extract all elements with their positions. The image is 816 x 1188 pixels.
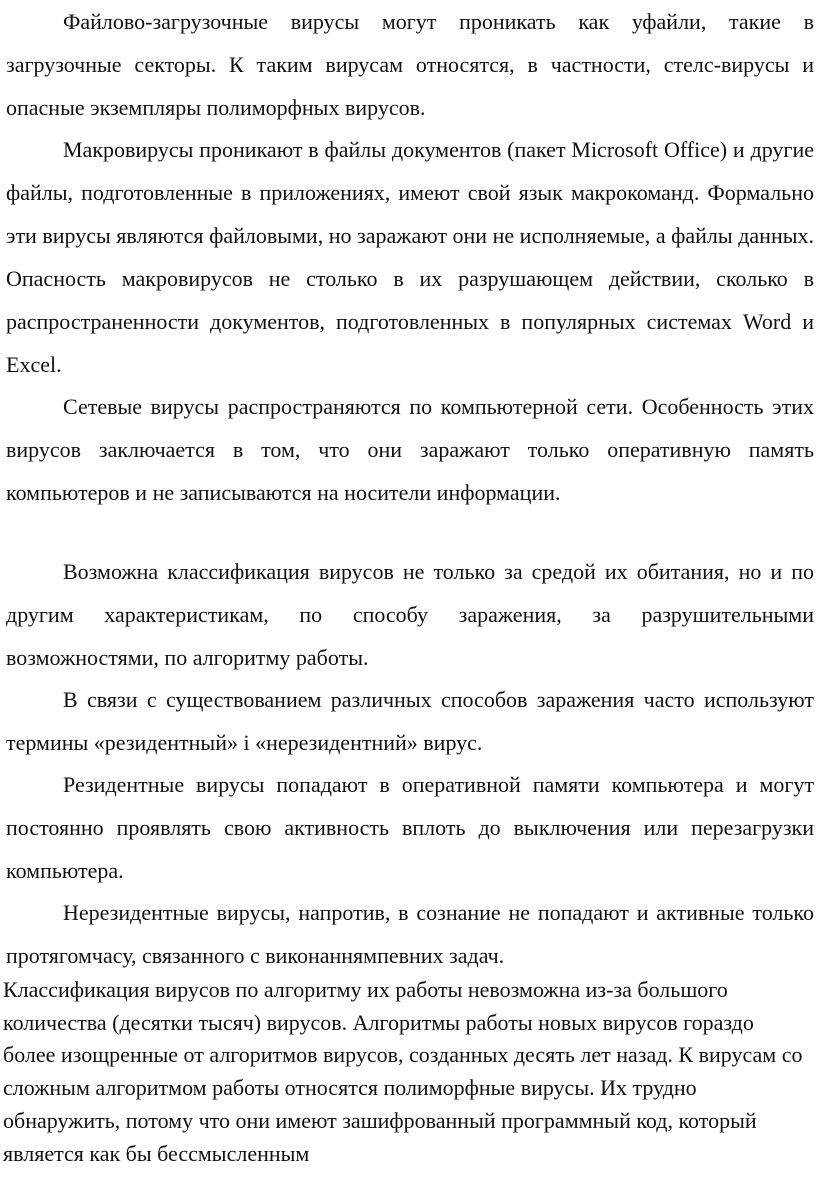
- paragraph-file-boot-viruses: Файлово‑загрузочные вирусы могут проникать как уфайли, такие в загрузочные секторы. К таким вирусам относятся, в частности, стелс-вирусы и опасные экземпляры полиморфных вирусов.: [6, 9, 814, 120]
- paragraph-network-viruses: Сетевые вирусы распространяются по компьютерной сети. Особенность этих вирусов заключается в том, что они заражают только оперативную память компьютеров и не записываются на носители информации.: [6, 394, 814, 505]
- paragraph-resident-viruses: Резидентные вирусы попадают в оперативной памяти компьютера и могут постоянно проявлять свою активность вплоть до выключения или перезагрузки компьютера.: [6, 772, 814, 883]
- paragraph-nonresident-viruses: Нерезидентные вирусы, напротив, в сознание не попадают и активные только протягомчасу, связанного с виконаннямпевних задач.: [6, 900, 814, 968]
- paragraph-algorithm-classification: Классификация вирусов по алгоритму их работы невозможна из-за большого количества (десятки тысяч) вирусов. Алгоритмы работы новых вирусов гораздо более изощренные от алгоритмов вирусов, созданных десять лет назад. К вирусам со сложным алгоритмом работы относятся полиморфные вирусы. Их трудно обнаружить, потому что они имеют зашифрованный программный код, который является как бы бессмысленным: [3, 977, 803, 1166]
- paragraph-macro-viruses: Макровирусы проникают в файлы документов (пакет Microsoft Office) и другие файлы, подготовленные в приложениях, имеют свой язык макрокоманд. Формально эти вирусы являются файловыми, но заражают они не исполняемые, а файлы данных. Опасность макровирусов не столько в их разрушающем действии, сколько в распространенности документов, подготовленных в популярных системах Word и Excel.: [6, 137, 814, 377]
- paragraph-resident-terms: В связи с существованием различных способов заражения часто используют термины «резидентный» і «нерезидентний» вирус.: [6, 687, 814, 755]
- paragraph-classification-intro: Возможна классификация вирусов не только за средой их обитания, но и по другим характеристикам, по способу заражения, за разрушительными возможностями, по алгоритму работы.: [6, 559, 814, 670]
